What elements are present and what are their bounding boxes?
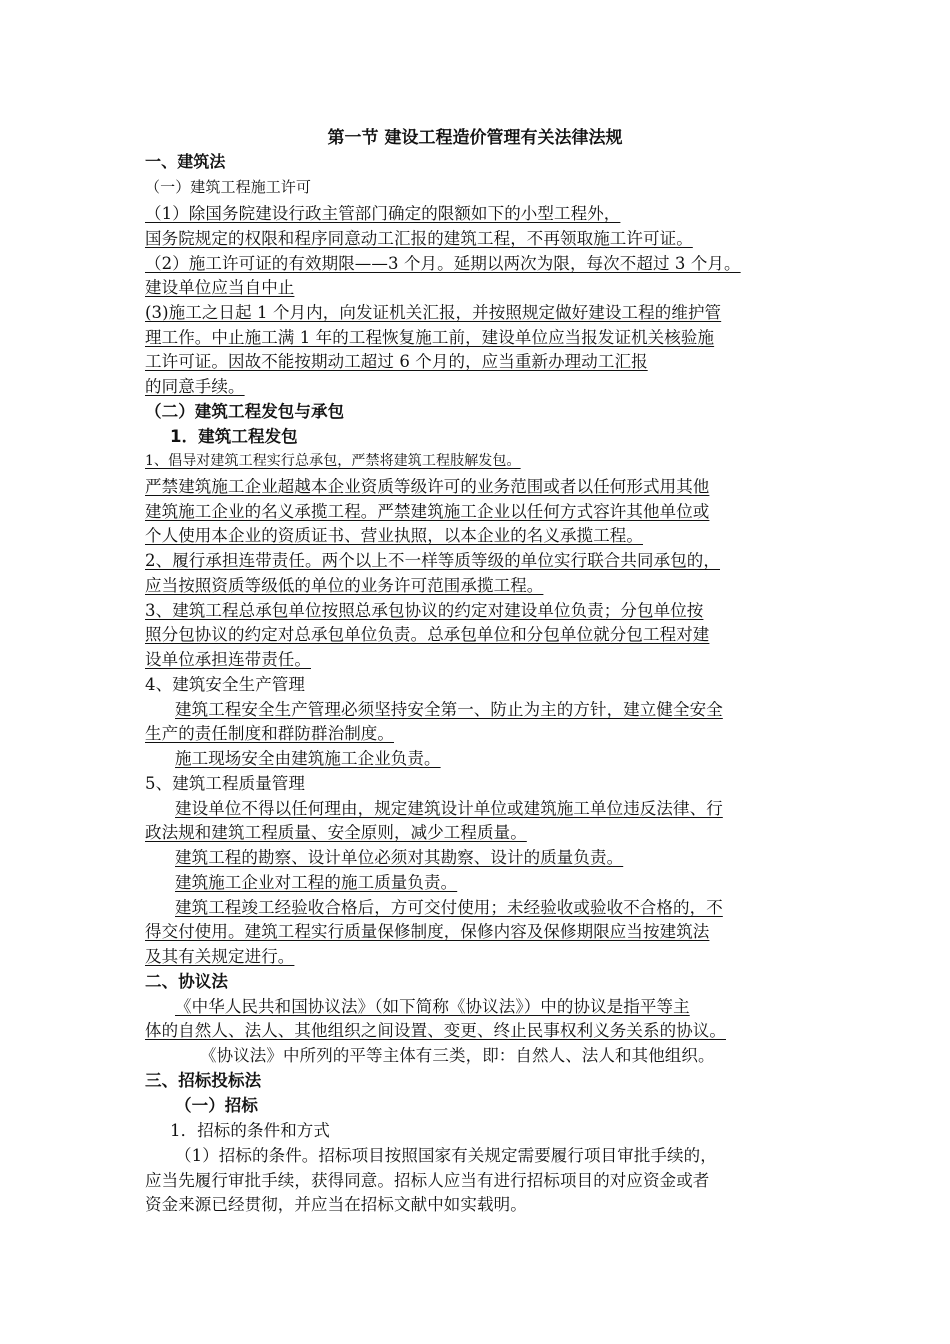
paragraph-line: 设单位承担连带责任。 bbox=[145, 650, 311, 669]
paragraph-line: 《中华人民共和国协议法》（如下简称《协议法》）中的协议是指平等主 bbox=[175, 997, 690, 1016]
subheading-permit: （一）建筑工程施工许可 bbox=[145, 178, 312, 196]
paragraph-line: 照分包协议的约定对总承包单位负责。总承包单位和分包单位就分包工程对建 bbox=[145, 625, 710, 644]
paragraph-line: 建筑工程安全生产管理必须坚持安全第一、防止为主的方针，建立健全安全 bbox=[175, 700, 723, 719]
paragraph-line: 工许可证。因故不能按期动工超过 6 个月的，应当重新办理动工汇报 bbox=[145, 352, 648, 371]
page-title: 第一节 建设工程造价管理有关法律法规 bbox=[327, 128, 623, 148]
paragraph-line: 3、建筑工程总承包单位按照总承包协议的约定对建设单位负责；分包单位按 bbox=[145, 601, 704, 620]
heading-bidding-law: 三、招标投标法 bbox=[145, 1071, 262, 1090]
paragraph-line: （2）施工许可证的有效期限——3 个月。延期以两次为限，每次不超过 3 个月。 bbox=[145, 254, 741, 273]
item-safety-heading: 4、建筑安全生产管理 bbox=[145, 675, 305, 694]
paragraph-line: 建设单位应当自中止 bbox=[145, 278, 295, 297]
paragraph-line: 施工现场安全由建筑施工企业负责。 bbox=[175, 749, 441, 768]
paragraph-line: 建筑工程竣工经验收合格后，方可交付使用；未经验收或验收不合格的，不 bbox=[175, 898, 723, 917]
paragraph-line: 个人使用本企业的资质证书、营业执照，以本企业的名义承揽工程。 bbox=[145, 526, 643, 545]
paragraph-line: 资金来源已经贯彻，并应当在招标文献中如实载明。 bbox=[145, 1195, 527, 1214]
paragraph-line: 的同意手续。 bbox=[145, 377, 245, 396]
paragraph-line: 2、履行承担连带责任。两个以上不一样等质等级的单位实行联合共同承包的， bbox=[145, 551, 720, 570]
paragraph-line: 国务院规定的权限和程序同意动工汇报的建筑工程，不再领取施工许可证。 bbox=[145, 229, 693, 248]
paragraph-line: 应当先履行审批手续，获得同意。招标人应当有进行招标项目的对应资金或者 bbox=[145, 1171, 710, 1190]
subheading-contracting: （二）建筑工程发包与承包 bbox=[145, 402, 345, 421]
subheading-conditions: 1．招标的条件和方式 bbox=[170, 1121, 330, 1140]
paragraph-line: 理工作。中止施工满 1 年的工程恢复施工前，建设单位应当报发证机关核验施 bbox=[145, 328, 715, 347]
paragraph-line: 《协议法》中所列的平等主体有三类，即：自然人、法人和其他组织。 bbox=[200, 1046, 715, 1065]
item-quality-heading: 5、建筑工程质量管理 bbox=[145, 774, 305, 793]
paragraph-line: 严禁建筑施工企业超越本企业资质等级许可的业务范围或者以任何形式用其他 bbox=[145, 477, 710, 496]
paragraph-line: 得交付使用。建筑工程实行质量保修制度，保修内容及保修期限应当按建筑法 bbox=[145, 922, 710, 941]
paragraph-line: 及其有关规定进行。 bbox=[145, 947, 295, 966]
subheading-tender: （一）招标 bbox=[175, 1096, 258, 1115]
paragraph-line: 体的自然人、法人、其他组织之间设置、变更、终止民事权利义务关系的协议。 bbox=[145, 1021, 726, 1040]
paragraph-line: 1、倡导对建筑工程实行总承包，严禁将建筑工程肢解发包。 bbox=[145, 453, 521, 469]
heading-construction-law: 一、建筑法 bbox=[145, 152, 226, 171]
paragraph-line: 建筑施工企业对工程的施工质量负责。 bbox=[175, 873, 458, 892]
paragraph-line: 建筑工程的勘察、设计单位必须对其勘察、设计的质量负责。 bbox=[175, 848, 624, 867]
paragraph-line: 应当按照资质等级低的单位的业务许可范围承揽工程。 bbox=[145, 576, 544, 595]
paragraph-line: 建设单位不得以任何理由，规定建筑设计单位或建筑施工单位违反法律、行 bbox=[175, 799, 723, 818]
paragraph-line: （1）招标的条件。招标项目按照国家有关规定需要履行项目审批手续的， bbox=[175, 1146, 717, 1165]
paragraph-line: 政法规和建筑工程质量、安全原则，减少工程质量。 bbox=[145, 823, 527, 842]
subheading-issuing: 1．建筑工程发包 bbox=[170, 427, 298, 446]
paragraph-line: 建筑施工企业的名义承揽工程。严禁建筑施工企业以任何方式容许其他单位或 bbox=[145, 502, 710, 521]
paragraph-line: 生产的责任制度和群防群治制度。 bbox=[145, 724, 394, 743]
paragraph-line: (3)施工之日起 1 个月内，向发证机关汇报，并按照规定做好建设工程的维护管 bbox=[145, 303, 722, 322]
paragraph-line: （1）除国务院建设行政主管部门确定的限额如下的小型工程外， bbox=[145, 204, 621, 223]
heading-contract-law: 二、协议法 bbox=[145, 972, 228, 991]
